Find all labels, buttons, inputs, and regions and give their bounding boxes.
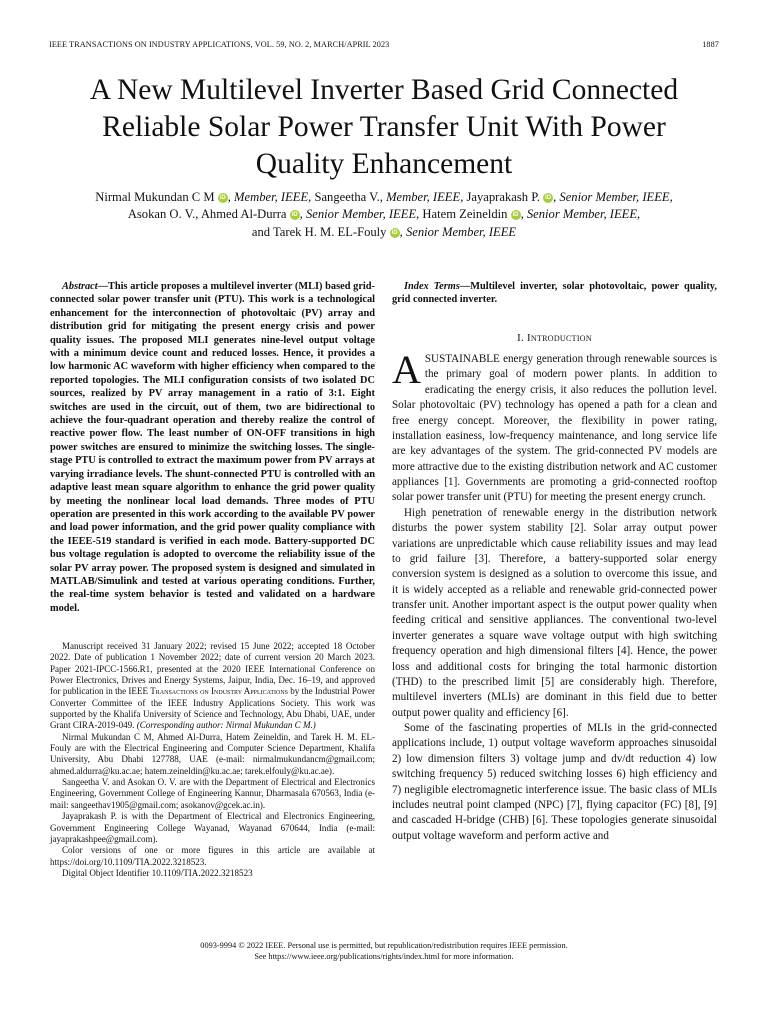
author-name: Asokan O. V., Ahmed Al-Durra [127, 207, 287, 222]
author-name: Nirmal Mukundan C M [95, 190, 215, 204]
manuscript-note [50, 641, 375, 732]
author-affiliation: , Senior Member, IEEE, [520, 207, 641, 222]
paragraph: High penetration of renewable energy in the distribution network disturbs the power system stability [2]. Solar array output power variations are unpredictable which cause reliability issues and may lead to grid failure [3]. Therefore, a battery-supported solar energy conversion system is designed as a solution to overcome this issue, and it is widely accepted as a reliable and renewable grid-connected power transfer unit. Another important aspect is the output power quality when feeding critical and sensitive appliances. The conventional two-level inverter generates a square wave voltage output with high switching frequency operation and high dimensional filters [4]. Hence, the power loss and additional costs for bringing the total harmonic distortion (THD) to the prescribed limit [5] are considerably high. Therefore, multilevel inverters (MLIs) are dominant in this field due to better output power quality and efficiency [6]. [392, 506, 717, 719]
journal-title-smallcaps: Transactions on Industry Applications [150, 686, 289, 697]
paragraph [392, 347, 717, 506]
paragraph: Some of the fascinating properties of MLIs in the grid-connected applications include, 1) output voltage waveform approaches sinusoidal 2) low dimension filters 3) voltage jump and dv/dt reduction 4) low switching frequency 5) reduced switching losses 6) high efficiency and 7) negligible electromagnetic interference issue. The basic class of MLIs includes neutral point clamped (NPC) [7], flying capacitor (FC) [8], [9] and cascaded H-bridge (CHB) [6]. These topologies generate sinusoidal output voltage waveform and perform active and [392, 722, 717, 842]
orcid-icon[interactable]: iD [391, 229, 398, 236]
footnotes [50, 641, 375, 879]
orcid-icon[interactable]: iD [291, 212, 298, 219]
author-affiliation: , Member, IEEE, [227, 190, 312, 204]
orcid-icon[interactable]: iD [512, 212, 519, 219]
index-terms-block [392, 280, 717, 307]
section-title: Introduction [526, 332, 592, 344]
affiliation-note: Nirmal Mukundan C M, Ahmed Al-Durra, Hatem Zeineldin, and Tarek H. M. EL-Fouly are with the Electrical Engineering and Computer Science Department, Khalifa University, Abu Dhabi 127788, UAE (e-mail: nirmalmukundancm@gmail.com; ahmed.aldurra@ku.ac.ae; hatem.zeineldin@ku.ac.ae; tarek.elfouly@ku.ac.ae). [50, 731, 375, 776]
abstract [50, 280, 375, 615]
affiliation-note: Sangeetha V. and Asokan O. V. are with the Department of Electrical and Electronics Engineering, Government College of Engineering Kannur, Dharmasala 670563, India (e-mail: sangeethav1905@gmail.com; asokanov@gcek.ac.in). [50, 777, 375, 810]
index-terms-text: —Multilevel inverter, solar photovoltaic, power quality, grid connected inverter. [392, 281, 717, 306]
author-affiliation: Member, IEEE, [386, 190, 464, 204]
introduction-body [392, 347, 717, 844]
abstract-label: Abstract [62, 281, 98, 292]
affiliation-note: Jayaprakash P. is with the Department of Electrical and Electronics Engineering, Government Engineering College Wayanad, Wayanad 670644, India (e-mail: jayaprakashpee@gmail.com). [50, 811, 375, 844]
copyright-line: 0093-9994 © 2022 IEEE. Personal use is permitted, but republication/redistribution requires IEEE permission. [200, 941, 568, 950]
author-name: and Tarek H. M. EL-Fouly [251, 224, 387, 239]
author-affiliation: , Senior Member, IEEE [399, 224, 517, 239]
title-line-3: Quality Enhancement [255, 148, 513, 180]
lead-caps: SUSTAINABLE [424, 353, 500, 365]
copyright-footer [40, 941, 728, 963]
footnote-text: by the Industrial Power Converter Committee of the IEEE Industry Applications Society. This work was supported by the Khalifa University of Science and Technology, Abu Dhabi, UAE, under Grant CIRA-2019-049. [50, 686, 375, 731]
doi-note: Digital Object Identifier 10.1109/TIA.2022.3218523 [62, 867, 253, 878]
author-name: Hatem Zeineldin [419, 207, 508, 222]
abstract-block [50, 280, 375, 615]
index-terms [392, 280, 717, 307]
section-heading [392, 332, 717, 344]
title-line-1: A New Multilevel Inverter Based Grid Connected [89, 74, 679, 106]
corresponding-author: (Corresponding author: Nirmal Mukundan C M.) [136, 720, 316, 731]
journal-name: IEEE TRANSACTIONS ON INDUSTRY APPLICATIONS, VOL. 59, NO. 2, MARCH/APRIL 2023 [49, 40, 390, 49]
page-number: 1887 [702, 40, 719, 49]
rights-link-line: See https://www.ieee.org/publications/rights/index.html for more information. [254, 951, 514, 961]
author-list [40, 189, 728, 241]
footnote-text: Manuscript received 31 January 2022; revised 15 June 2022; accepted 18 October 2022. Date of publication 1 November 2022; date of current version 20 March 2023. Paper 2021-IPCC-1566.R1, presented at the 2020 IEEE International Conference on Power Electronics, Drives and Energy Systems, Jaipur, India, Dec. 16–19, and approved for publication in the IEEE [50, 641, 375, 697]
author-affiliation: , Senior Member, IEEE, [553, 190, 673, 204]
title-line-2: Reliable Solar Power Transfer Unit With Power [102, 111, 666, 143]
index-terms-label: Index Terms [404, 281, 460, 292]
orcid-icon[interactable]: iD [545, 195, 552, 201]
author-name: Sangeetha V., [311, 190, 387, 204]
drop-cap: A [392, 347, 421, 392]
section-number: I. [517, 332, 527, 344]
orcid-icon[interactable]: iD [219, 195, 226, 201]
paper-title [40, 72, 728, 183]
author-name: Jayaprakash P. [463, 190, 540, 204]
running-head [49, 40, 719, 49]
author-affiliation: , Senior Member, IEEE, [299, 207, 420, 222]
color-figures-note: Color versions of one or more figures in this article are available at https://doi.org/10.1109/TIA.2022.3218523. [50, 845, 375, 867]
abstract-text: —This article proposes a multilevel inverter (MLI) based grid-connected solar power transfer unit (PTU). This work is a technological enhancement for the interconnection of photovoltaic (PV) array and distribution grid for mitigating the present energy crisis and power quality issues. The proposed MLI generates nine-level output voltage with a minimum device count and reduced losses. Hence, it provides a low harmonic AC waveform with higher efficiency when compared to the reported topologies. The MLI configuration consists of two isolated DC sources, realized by PV array management in a ratio of 3:1. Eight switches are used in the circuit, out of them, two are bidirectional to achieve the four-quadrant operation and thereby realize the control of reactive power flow. The least number of ON-OFF transitions in high power switches are ensured to minimize the switching losses. The single-stage PTU is controlled to extract the maximum power from PV arrays at varying irradiance levels. The shunt-connected PTU is controlled with an adaptive least mean square algorithm to enhance the grid power quality by meeting the nonlinear local load demands. Three modes of PTU operation are presented in this work according to the available PV power and load power information, and the grid power quality compliance with the IEEE-519 standard is verified in each mode. Battery-supported DC bus voltage regulation is adopted to overcome the reliability issue of the solar PV array power. The proposed system is designed and simulated in MATLAB/Simulink and tested at various operating conditions. Further, the real-time system behavior is tested and validated on a hardware model. [50, 281, 375, 614]
paragraph-text: energy generation through renewable sources is the primary goal of modern power plants. In addition to eradicating the energy crisis, it also reduces the pollution level. Solar photovoltaic (PV) technology has opened a path for a clean and free energy concept. Moreover, the flexibility in power rating, installation easiness, low-frequency maintenance, and long service life are key advantages of the system. The grid-connected PV models are more attractive due to the existing distribution network and AC customer appliances [1]. Governments are promoting a grid-connected rooftop solar power transfer unit (PTU) for meeting the present energy crunch. [392, 353, 717, 504]
